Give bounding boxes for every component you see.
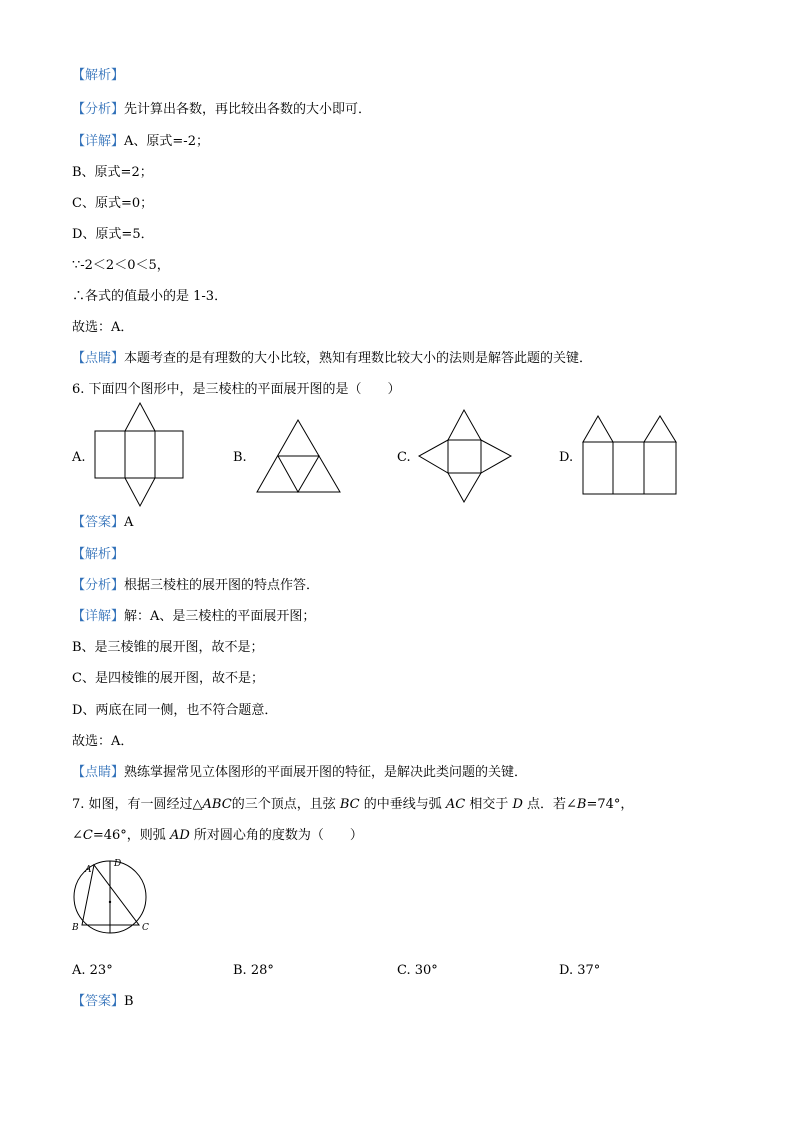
- q6-analysis-text: 根据三棱柱的展开图的特点作答．: [124, 578, 320, 593]
- because-line: ∵-2＜2＜0＜5，: [72, 258, 170, 273]
- q7-text: ∠: [72, 828, 83, 843]
- q7-text: 所对圆心角的度数为（ ）: [189, 828, 363, 843]
- q7-var: ABC: [202, 797, 232, 812]
- q6-answer: A: [124, 515, 134, 530]
- q6-option-c-label: C.: [397, 450, 411, 465]
- q6-choice: 故选：A．: [72, 734, 134, 749]
- q7-var: AC: [445, 797, 466, 812]
- q7-text: 相交于: [465, 797, 513, 812]
- q7-text: 点．若∠: [522, 797, 577, 812]
- q6-remark-text: 熟练掌握常见立体图形的平面展开图的特征，是解决此类问题的关键．: [124, 765, 528, 780]
- q7-text: 的三个顶点，且弦: [231, 797, 340, 812]
- q7-label-b: B: [72, 923, 79, 933]
- q7-answer: B: [124, 994, 134, 1009]
- q7-option-a: A. 23°: [72, 963, 113, 978]
- q7-text: 的中垂线与弧: [359, 797, 446, 812]
- tag-xiangjie-2: 【详解】: [72, 609, 125, 624]
- choice-line: 故选：A．: [72, 320, 134, 335]
- q7-var: B: [576, 797, 587, 812]
- q6-detail-d: D、两底在同一侧，也不符合题意．: [72, 703, 278, 718]
- q6-detail-b: B、是三棱锥的展开图，故不是；: [72, 640, 264, 655]
- tag-fenxi-2: 【分析】: [72, 578, 125, 593]
- remark-text: 本题考查的是有理数的大小比较，熟知有理数比较大小的法则是解答此题的关键．: [124, 351, 593, 366]
- detail-b: B、原式=2；: [72, 165, 153, 180]
- q7-var: C: [82, 828, 93, 843]
- tag-jiexi-2: 【解析】: [72, 547, 125, 562]
- tag-fenxi: 【分析】: [72, 102, 125, 117]
- q7-var: D: [512, 797, 523, 812]
- q7-text: =74°，: [586, 797, 634, 812]
- q6-detail-c: C、是四棱锥的展开图，故不是；: [72, 671, 264, 686]
- detail-d: D、原式=5．: [72, 227, 154, 242]
- q6-option-b-label: B.: [233, 450, 247, 465]
- tag-dianjing-2: 【点睛】: [72, 765, 125, 780]
- tag-jiexi: 【解析】: [72, 68, 125, 83]
- tag-daan: 【答案】: [72, 515, 125, 530]
- q6-option-d-label: D.: [559, 450, 574, 465]
- q7-label-a: A: [85, 865, 92, 875]
- tag-dianjing: 【点睛】: [72, 351, 125, 366]
- q7-answer-line: [72, 994, 134, 1010]
- q7-center-dot: [109, 901, 111, 903]
- analysis-text: 先计算出各数，再比较出各数的大小即可．: [124, 102, 372, 117]
- q6-option-a-label: A.: [72, 450, 86, 465]
- q7-label-c: C: [142, 923, 149, 933]
- detail-text: A、原式=-2；: [124, 134, 209, 149]
- q7-option-b: B. 28°: [233, 963, 274, 978]
- q7-text: 7. 如图，有一圆经过△: [72, 797, 203, 812]
- q6-stem: 6. 下面四个图形中，是三棱柱的平面展开图的是（ ）: [72, 382, 401, 397]
- q7-var: AD: [169, 828, 190, 843]
- detail-c: C、原式=0；: [72, 196, 154, 211]
- q7-label-d: D: [114, 859, 122, 869]
- q6-detail-text: 解：A、是三棱柱的平面展开图；: [124, 609, 316, 624]
- therefore-line: ∴各式的值最小的是 1-3．: [72, 289, 228, 304]
- q7-option-c: C. 30°: [397, 963, 438, 978]
- q7-var: BC: [339, 797, 360, 812]
- tag-xiangjie: 【详解】: [72, 134, 125, 149]
- q7-option-d: D. 37°: [559, 963, 601, 978]
- q7-text: =46°，则弧: [92, 828, 170, 843]
- tag-daan-2: 【答案】: [72, 994, 125, 1009]
